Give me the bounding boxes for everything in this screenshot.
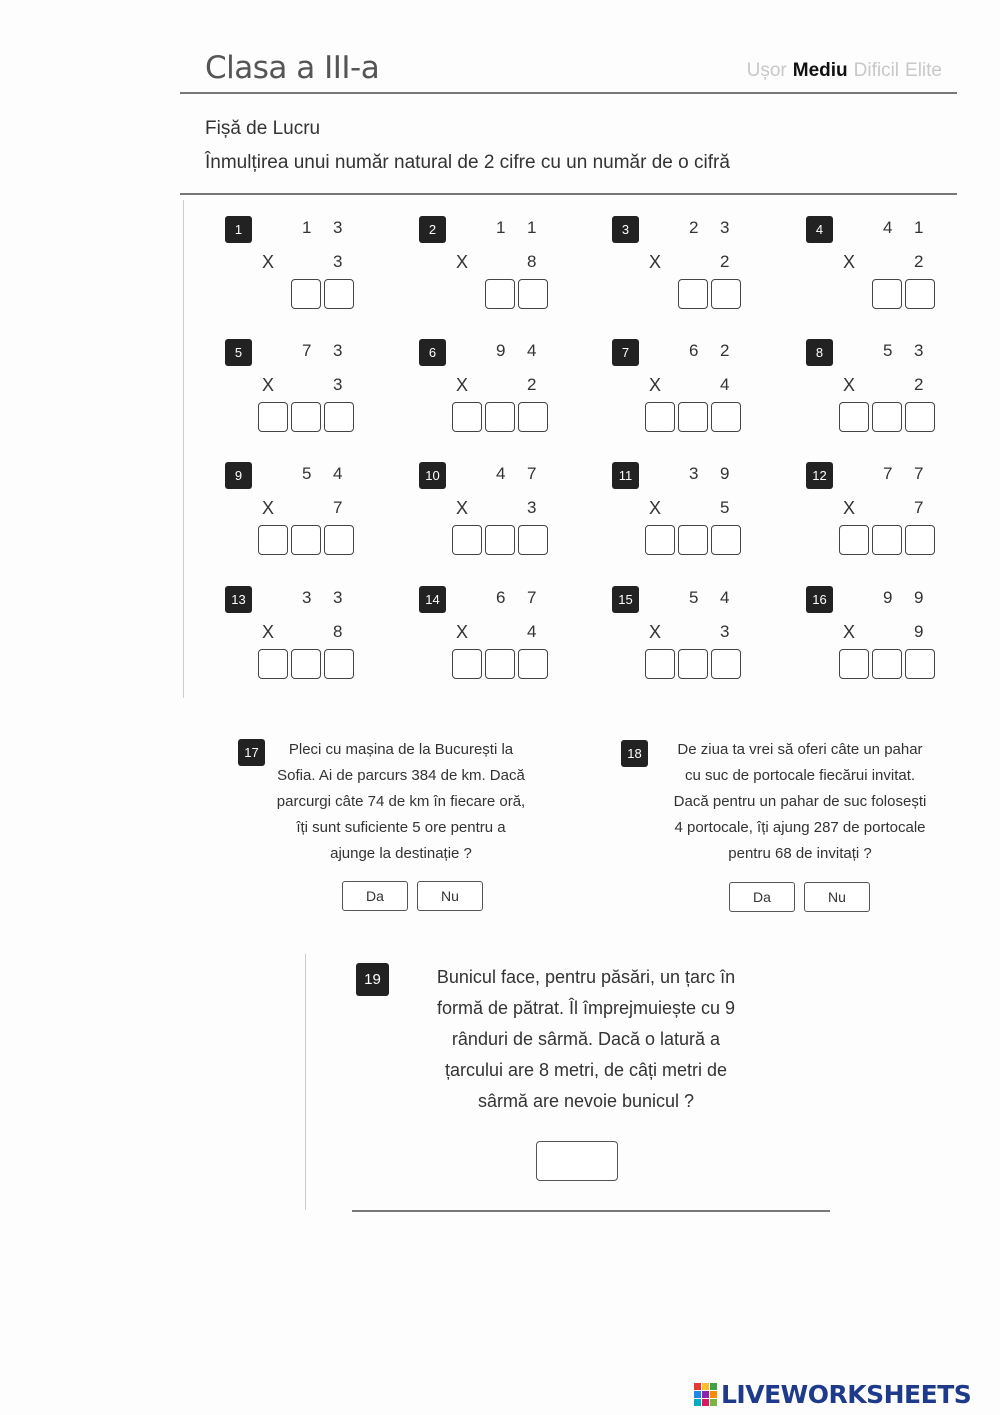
multiplier-digit: 5 [720, 498, 730, 517]
answer-cells [839, 402, 938, 432]
answer-digit-input[interactable] [645, 402, 675, 432]
multiplicand-tens-digit: 7 [302, 341, 312, 360]
exercise-7 [612, 339, 752, 449]
times-sign: X [649, 375, 662, 395]
times-sign: X [843, 622, 856, 642]
answer-cells [872, 279, 938, 309]
answer-cells [452, 525, 551, 555]
exercise-number-badge: 15 [612, 586, 639, 613]
problem-18-no-button[interactable]: Nu [804, 882, 870, 912]
multiplicand-tens-digit: 1 [496, 218, 506, 237]
multiplicand-tens-digit: 5 [302, 464, 312, 483]
exercise-number-badge: 6 [419, 339, 446, 366]
answer-digit-input[interactable] [291, 279, 321, 309]
exercise-number-badge: 14 [419, 586, 446, 613]
multiplicand-units-digit: 2 [720, 341, 730, 360]
problem-19-line: rânduri de sârmă. Dacă o latură a [451, 1029, 721, 1049]
answer-cells [291, 279, 357, 309]
answer-digit-input[interactable] [485, 279, 515, 309]
multiplicand-units-digit: 7 [527, 464, 537, 483]
answer-cells [485, 279, 551, 309]
multiplicand-units-digit: 1 [914, 218, 924, 237]
exercise-number-badge: 2 [419, 216, 446, 243]
answer-digit-input[interactable] [711, 525, 741, 555]
answer-cells [645, 402, 744, 432]
answer-digit-input[interactable] [905, 279, 935, 309]
multiplicand-tens-digit: 4 [883, 218, 893, 237]
multiplicand-tens-digit: 4 [496, 464, 506, 483]
answer-digit-input[interactable] [872, 649, 902, 679]
answer-digit-input[interactable] [645, 649, 675, 679]
multiplicand-tens-digit: 3 [302, 588, 312, 607]
multiplier-digit: 2 [914, 252, 924, 271]
answer-digit-input[interactable] [324, 279, 354, 309]
answer-digit-input[interactable] [258, 525, 288, 555]
times-sign: X [262, 375, 275, 395]
multiplicand-units-digit: 3 [333, 218, 343, 237]
answer-digit-input[interactable] [518, 525, 548, 555]
exercise-number-badge: 4 [806, 216, 833, 243]
answer-digit-input[interactable] [258, 402, 288, 432]
multiplicand-units-digit: 3 [914, 341, 924, 360]
answer-digit-input[interactable] [452, 649, 482, 679]
answer-digit-input[interactable] [324, 402, 354, 432]
answer-digit-input[interactable] [324, 649, 354, 679]
multiplier-digit: 7 [333, 498, 343, 517]
answer-digit-input[interactable] [258, 649, 288, 679]
answer-digit-input[interactable] [485, 649, 515, 679]
answer-digit-input[interactable] [711, 279, 741, 309]
exercise-number-badge: 9 [225, 462, 252, 489]
multiplicand-tens-digit: 9 [883, 588, 893, 607]
problem-18-yes-button[interactable]: Da [729, 882, 795, 912]
exercise-1 [225, 216, 365, 326]
multiplier-digit: 3 [527, 498, 537, 517]
exercise-10 [419, 462, 559, 572]
exercise-13 [225, 586, 365, 696]
problem-18-line: Dacă pentru un pahar de suc folosești [673, 793, 927, 810]
level-elite: Elite [905, 60, 942, 81]
multiplicand-units-digit: 3 [333, 341, 343, 360]
times-sign: X [843, 498, 856, 518]
exercise-number-badge: 8 [806, 339, 833, 366]
multiplicand-units-digit: 4 [720, 588, 730, 607]
multiplier-digit: 4 [527, 622, 537, 641]
level-dificil: Dificil [853, 60, 900, 81]
problem-17-line: Sofia. Ai de parcurs 384 de km. Dacă [277, 767, 525, 784]
answer-digit-input[interactable] [291, 402, 321, 432]
problem-17-line: Pleci cu mașina de la București la [288, 741, 514, 758]
times-sign: X [456, 622, 469, 642]
answer-digit-input[interactable] [452, 525, 482, 555]
answer-cells [645, 649, 744, 679]
worksheet-topic: Înmulțirea unui număr natural de 2 cifre cu un număr de o cifră [205, 152, 730, 173]
problem-19-answer-input[interactable] [536, 1141, 618, 1181]
multiplier-digit: 3 [333, 375, 343, 394]
problem-18-text [650, 737, 950, 867]
bottom-divider [352, 1210, 830, 1212]
times-sign: X [843, 252, 856, 272]
answer-digit-input[interactable] [711, 402, 741, 432]
problem-19-line: sârmă are nevoie bunicul ? [477, 1091, 695, 1111]
answer-digit-input[interactable] [324, 525, 354, 555]
multiplicand-units-digit: 1 [527, 218, 537, 237]
answer-digit-input[interactable] [291, 525, 321, 555]
multiplicand-tens-digit: 7 [883, 464, 893, 483]
answer-digit-input[interactable] [711, 649, 741, 679]
multiplicand-tens-digit: 5 [883, 341, 893, 360]
multiplicand-tens-digit: 6 [496, 588, 506, 607]
multiplicand-units-digit: 3 [333, 588, 343, 607]
answer-digit-input[interactable] [839, 402, 869, 432]
multiplier-digit: 9 [914, 622, 924, 641]
exercise-4 [806, 216, 946, 326]
times-sign: X [456, 252, 469, 272]
problem-18-line: De ziua ta vrei să oferi câte un pahar [677, 741, 923, 758]
liveworksheets-icon [694, 1383, 717, 1406]
exercise-14 [419, 586, 559, 696]
answer-digit-input[interactable] [518, 279, 548, 309]
exercise-number-badge: 7 [612, 339, 639, 366]
answer-cells [258, 525, 357, 555]
exercise-number-badge: 13 [225, 586, 252, 613]
multiplier-digit: 8 [527, 252, 537, 271]
answer-digit-input[interactable] [905, 402, 935, 432]
times-sign: X [262, 252, 275, 272]
answer-digit-input[interactable] [905, 525, 935, 555]
exercise-number-badge: 16 [806, 586, 833, 613]
problem-17-text [266, 737, 536, 867]
exercise-3 [612, 216, 752, 326]
worksheet-subtitle: Fișă de Lucru [205, 118, 321, 139]
multiplicand-units-digit: 7 [914, 464, 924, 483]
times-sign: X [649, 498, 662, 518]
multiplicand-units-digit: 4 [527, 341, 537, 360]
answer-digit-input[interactable] [291, 649, 321, 679]
page-title: Clasa a III-a [205, 50, 380, 86]
exercise-15 [612, 586, 752, 696]
problem-19-text [396, 962, 776, 1117]
multiplier-digit: 3 [720, 622, 730, 641]
problem-17-line: ajunge la destinație ? [330, 845, 472, 862]
multiplicand-units-digit: 4 [333, 464, 343, 483]
multiplier-digit: 8 [333, 622, 343, 641]
answer-digit-input[interactable] [872, 525, 902, 555]
multiplier-digit: 2 [720, 252, 730, 271]
answer-digit-input[interactable] [839, 525, 869, 555]
exercise-number-badge: 10 [419, 462, 446, 489]
multiplicand-tens-digit: 2 [689, 218, 699, 237]
problem-18-line: pentru 68 de invitați ? [728, 845, 872, 862]
problem-19-line: țarcului are 8 metri, de câți metri de [444, 1060, 728, 1080]
times-sign: X [649, 252, 662, 272]
times-sign: X [262, 622, 275, 642]
problem-17-no-button[interactable]: Nu [417, 881, 483, 911]
answer-cells [258, 402, 357, 432]
liveworksheets-logo [694, 1380, 971, 1409]
multiplicand-units-digit: 9 [914, 588, 924, 607]
multiplicand-tens-digit: 5 [689, 588, 699, 607]
answer-cells [645, 525, 744, 555]
answer-digit-input[interactable] [678, 279, 708, 309]
exercise-16 [806, 586, 946, 696]
problem-19-left-border [305, 954, 306, 1210]
multiplier-digit: 7 [914, 498, 924, 517]
problem-17-line: parcurgi câte 74 de km în fiecare oră, [276, 793, 526, 810]
multiplicand-units-digit: 9 [720, 464, 730, 483]
answer-digit-input[interactable] [872, 279, 902, 309]
exercise-9 [225, 462, 365, 572]
answer-digit-input[interactable] [678, 402, 708, 432]
times-sign: X [649, 622, 662, 642]
answer-digit-input[interactable] [872, 402, 902, 432]
answer-digit-input[interactable] [485, 402, 515, 432]
answer-cells [839, 649, 938, 679]
left-border [183, 200, 184, 698]
times-sign: X [843, 375, 856, 395]
problem-19-badge: 19 [356, 963, 389, 996]
exercise-11 [612, 462, 752, 572]
answer-digit-input[interactable] [678, 649, 708, 679]
answer-digit-input[interactable] [678, 525, 708, 555]
problem-17-yes-button[interactable]: Da [342, 881, 408, 911]
exercise-5 [225, 339, 365, 449]
multiplier-digit: 3 [333, 252, 343, 271]
answer-cells [452, 402, 551, 432]
times-sign: X [262, 498, 275, 518]
answer-cells [452, 649, 551, 679]
header-divider [180, 92, 957, 94]
multiplicand-tens-digit: 6 [689, 341, 699, 360]
multiplier-digit: 2 [527, 375, 537, 394]
problem-19-line: formă de pătrat. Îl împrejmuiește cu 9 [436, 998, 736, 1018]
answer-digit-input[interactable] [452, 402, 482, 432]
multiplicand-tens-digit: 9 [496, 341, 506, 360]
multiplier-digit: 4 [720, 375, 730, 394]
exercise-2 [419, 216, 559, 326]
exercise-number-badge: 11 [612, 462, 639, 489]
answer-cells [839, 525, 938, 555]
multiplicand-tens-digit: 1 [302, 218, 312, 237]
multiplicand-units-digit: 3 [720, 218, 730, 237]
topic-divider [180, 193, 957, 195]
multiplicand-units-digit: 7 [527, 588, 537, 607]
problem-18-line: cu suc de portocale fiecărui invitat. [684, 767, 916, 784]
exercise-number-badge: 1 [225, 216, 252, 243]
exercise-number-badge: 12 [806, 462, 833, 489]
answer-digit-input[interactable] [839, 649, 869, 679]
level-usor: Ușor [746, 60, 787, 81]
answer-digit-input[interactable] [485, 525, 515, 555]
exercise-8 [806, 339, 946, 449]
liveworksheets-wordmark: LIVEWORKSHEETS [721, 1380, 972, 1409]
exercise-number-badge: 3 [612, 216, 639, 243]
difficulty-levels [741, 60, 942, 82]
level-mediu: Mediu [792, 60, 848, 81]
problem-19-line: Bunicul face, pentru păsări, un țarc în [436, 967, 736, 987]
multiplicand-tens-digit: 3 [689, 464, 699, 483]
exercise-12 [806, 462, 946, 572]
answer-cells [678, 279, 744, 309]
answer-cells [258, 649, 357, 679]
times-sign: X [456, 375, 469, 395]
exercise-number-badge: 5 [225, 339, 252, 366]
answer-digit-input[interactable] [905, 649, 935, 679]
times-sign: X [456, 498, 469, 518]
answer-digit-input[interactable] [645, 525, 675, 555]
problem-17-badge: 17 [238, 739, 265, 766]
problem-17-line: îți sunt suficiente 5 ore pentru a [296, 819, 506, 836]
multiplier-digit: 2 [914, 375, 924, 394]
problem-18-line: 4 portocale, îți ajung 287 de portocale [674, 819, 926, 836]
answer-digit-input[interactable] [518, 649, 548, 679]
exercise-6 [419, 339, 559, 449]
answer-digit-input[interactable] [518, 402, 548, 432]
problem-18-badge: 18 [621, 740, 648, 767]
